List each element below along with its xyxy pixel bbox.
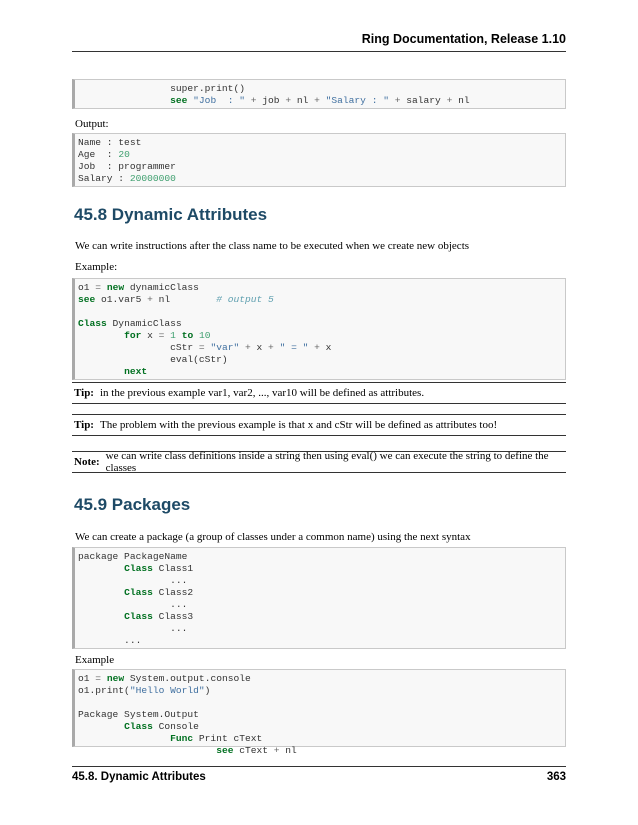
code-token: see <box>216 745 234 756</box>
code-token: 20 <box>118 149 130 160</box>
header-rule <box>72 51 566 52</box>
code-line <box>78 330 562 342</box>
code-line <box>78 282 562 294</box>
code-line <box>78 551 562 563</box>
code-line <box>78 366 562 378</box>
code-token: Class3 <box>152 611 194 622</box>
code-token: nl <box>296 95 309 106</box>
code-token: to <box>181 330 194 341</box>
code-token: Class <box>124 611 153 622</box>
code-token: Print cText <box>193 733 263 744</box>
code-token: see <box>78 294 96 305</box>
code-token: ... <box>78 575 188 586</box>
code-token: package PackageName <box>78 551 188 562</box>
code-token <box>78 745 216 756</box>
code-line <box>78 673 562 685</box>
code-token: nl <box>458 95 470 106</box>
code-line <box>78 95 562 107</box>
code-token: + <box>279 95 297 106</box>
code-line <box>78 306 562 318</box>
code-token: dynamicClass <box>124 282 199 293</box>
code-line <box>78 575 562 587</box>
code-token: x <box>141 330 159 341</box>
tip-admonition-2 <box>72 414 566 436</box>
code-token <box>78 733 170 744</box>
note-admonition <box>72 451 566 473</box>
code-token: Class <box>124 563 153 574</box>
note-text: we can write class definitions inside a string then using eval() we can execute the string to define the classes <box>105 450 549 474</box>
code-token: + <box>308 95 326 106</box>
code-token: ... <box>78 599 188 610</box>
code-line <box>78 83 562 95</box>
tip-label: Tip: <box>74 387 94 399</box>
code-token: Name : test <box>78 137 142 148</box>
code-block-print <box>72 79 566 109</box>
code-token: = <box>158 330 165 341</box>
section-heading-dynamic-attributes: 45.8 Dynamic Attributes <box>74 205 268 224</box>
code-block-package-example <box>72 669 566 756</box>
code-token: Job : programmer <box>78 161 176 172</box>
code-token: + <box>147 294 153 305</box>
code-line <box>78 294 562 306</box>
code-token: # output 5 <box>216 294 274 305</box>
code-line <box>78 137 562 149</box>
code-token: new <box>106 282 125 293</box>
code-token: Salary : <box>78 173 130 184</box>
code-line <box>78 635 562 647</box>
code-token <box>78 563 124 574</box>
code-token: "Salary : " <box>325 95 389 106</box>
code-line <box>78 611 562 623</box>
code-token: DynamicClass <box>106 318 182 329</box>
code-token: Class <box>124 721 153 732</box>
code-block-dynamic-class <box>72 278 566 380</box>
code-token <box>78 95 170 106</box>
code-token: "Hello World" <box>129 685 205 696</box>
code-token: + <box>308 342 326 353</box>
code-line <box>78 354 562 366</box>
code-line <box>78 745 562 757</box>
code-token: Class2 <box>152 587 194 598</box>
page-number: 363 <box>546 771 566 783</box>
code-token: super.print() <box>78 83 245 94</box>
code-line <box>78 599 562 611</box>
code-token: + <box>440 95 459 106</box>
code-token: Class <box>124 587 153 598</box>
code-token: cText <box>233 745 274 756</box>
code-line <box>78 697 562 709</box>
footer-section-title: 45.8. Dynamic Attributes <box>72 771 206 783</box>
note-label: Note: <box>74 456 100 468</box>
code-token: + <box>245 95 263 106</box>
example-label: Example: <box>75 261 118 273</box>
code-token: job <box>262 95 280 106</box>
code-token: = <box>198 342 205 353</box>
code-token: new <box>106 673 125 684</box>
code-token: "Job : " <box>193 95 245 106</box>
code-token <box>78 366 124 377</box>
code-line <box>78 173 562 185</box>
code-token <box>78 611 124 622</box>
code-token: nl <box>279 745 297 756</box>
code-block-package-syntax <box>72 547 566 649</box>
code-token: for <box>124 330 142 341</box>
code-line <box>78 623 562 635</box>
code-token <box>78 587 124 598</box>
code-token: o1.print( <box>78 685 130 696</box>
code-token: x <box>325 342 332 353</box>
code-line <box>78 161 562 173</box>
code-token <box>78 721 124 732</box>
code-token: 20000000 <box>129 173 176 184</box>
code-token: ) <box>204 685 211 696</box>
code-line <box>78 733 562 745</box>
code-token: Age : <box>78 149 119 160</box>
code-line <box>78 318 562 330</box>
example-label-2: Example <box>75 654 115 666</box>
code-token: o1 <box>78 282 96 293</box>
code-line <box>78 587 562 599</box>
code-token: Console <box>152 721 199 732</box>
code-token: = <box>95 282 102 293</box>
code-line <box>78 685 562 697</box>
code-token: cStr <box>78 342 199 353</box>
code-token: Func <box>170 733 194 744</box>
code-token: + <box>273 745 280 756</box>
code-token: o1 <box>78 673 96 684</box>
section-intro-dynamic-attributes: We can write instructions after the class name to be executed when we create new objects <box>75 240 470 252</box>
code-line <box>78 149 562 161</box>
code-token: see <box>170 95 188 106</box>
code-token: eval(cStr) <box>78 354 228 365</box>
code-token: + <box>239 342 257 353</box>
page-header-title: Ring Documentation, Release 1.10 <box>361 32 566 46</box>
code-line <box>78 563 562 575</box>
code-token: " = " <box>279 342 309 353</box>
code-line <box>78 709 562 721</box>
section-intro-packages: We can create a package (a group of classes under a common name) using the next syntax <box>75 531 471 543</box>
tip-text: The problem with the previous example is that x and cStr will be defined as attributes too! <box>99 419 498 431</box>
code-token: o1.var5 <box>95 294 148 305</box>
section-heading-packages: 45.9 Packages <box>74 495 191 514</box>
code-token: + <box>388 95 407 106</box>
code-token: + <box>262 342 280 353</box>
code-line <box>78 342 562 354</box>
tip-text: in the previous example var1, var2, ..., var10 will be defined as attributes. <box>99 387 425 399</box>
code-token: = <box>95 673 102 684</box>
tip-admonition-1 <box>72 382 566 404</box>
code-token: Package System.Output <box>78 709 199 720</box>
code-token: ... <box>78 635 142 646</box>
code-token: System.output.console <box>124 673 251 684</box>
output-block <box>72 133 566 187</box>
footer-rule <box>72 766 566 767</box>
code-token: salary <box>406 95 441 106</box>
tip-label: Tip: <box>74 419 94 431</box>
code-token: 1 <box>170 330 176 341</box>
code-token: next <box>124 366 148 377</box>
code-token: x <box>256 342 263 353</box>
code-token: Class <box>78 318 107 329</box>
code-token: ... <box>78 623 188 634</box>
code-token: "var" <box>210 342 240 353</box>
output-label: Output: <box>75 118 109 130</box>
code-token: Class1 <box>152 563 194 574</box>
code-token: 10 <box>198 330 211 341</box>
code-line <box>78 721 562 733</box>
code-token <box>78 330 124 341</box>
code-token: nl <box>152 294 217 305</box>
